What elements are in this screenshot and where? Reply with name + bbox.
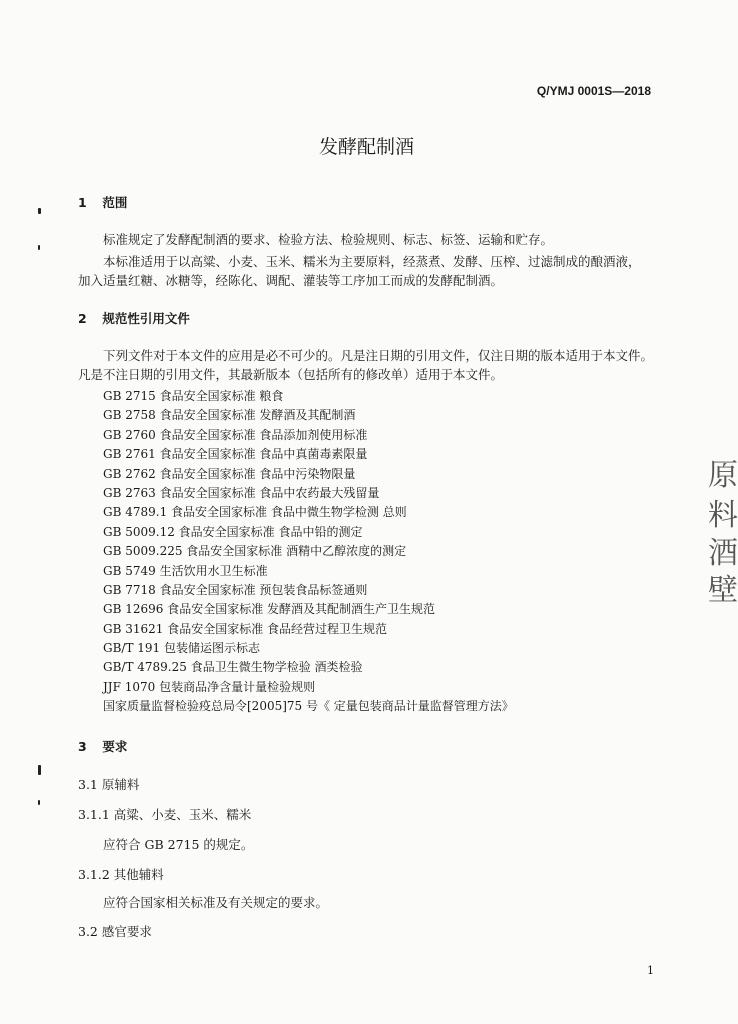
scope-paragraph-2-line-1: 本标准适用于以高粱、小麦、玉米、糯米为主要原料，经蒸煮、发酵、压榨、过滤制成的酿酒液， (103, 254, 641, 269)
subsection-3-1: 3.1 原辅料 (78, 777, 140, 792)
section-title: 规范性引用文件 (102, 311, 190, 326)
reference-item: GB 7718 食品安全国家标准 预包装食品标签通则 (103, 582, 368, 597)
subsection-3-1-1-text: 应符合 GB 2715 的规定。 (103, 837, 254, 852)
scope-paragraph-2-line-2: 加入适量红糖、冰糖等，经陈化、调配、灌装等工序加工而成的发酵配制酒。 (78, 273, 504, 288)
reference-list (103, 387, 514, 717)
section-number: 2 (78, 311, 87, 326)
reference-item: GB 5749 生活饮用水卫生标准 (103, 563, 268, 578)
subsection-3-1-1: 3.1.1 高粱、小麦、玉米、糯米 (78, 807, 252, 822)
section-1-heading (78, 193, 127, 211)
section-number: 3 (78, 739, 87, 754)
binding-hole-mark (38, 245, 40, 250)
reference-item: GB 2762 食品安全国家标准 食品中污染物限量 (103, 466, 356, 481)
document-title: 发酵配制酒 (318, 136, 414, 158)
subsection-3-1-2: 3.1.2 其他辅料 (78, 867, 164, 882)
bleed-through-glyph: 壁 (708, 573, 738, 608)
reference-item: GB 5009.12 食品安全国家标准 食品中铅的测定 (103, 524, 363, 539)
page-number: 1 (647, 964, 654, 977)
reference-item: GB 4789.1 食品安全国家标准 食品中微生物学检测 总则 (103, 505, 407, 520)
binding-hole-mark (38, 765, 41, 775)
reference-item: GB 5009.225 食品安全国家标准 酒精中乙醇浓度的测定 (103, 544, 407, 559)
subsection-3-2: 3.2 感官要求 (78, 924, 152, 939)
scope-paragraph-1: 标准规定了发酵配制酒的要求、检验方法、检验规则、标志、标签、运输和贮存。 (103, 232, 554, 247)
section-3-heading (78, 737, 127, 755)
subsection-3-1-2-text: 应符合国家相关标准及有关规定的要求。 (103, 895, 329, 910)
bleed-through-glyph: 酒 (708, 536, 738, 571)
reference-item: GB 2760 食品安全国家标准 食品添加剂使用标准 (103, 427, 368, 442)
reference-item: 国家质量监督检验疫总局令[2005]75 号《 定量包装商品计量监督管理方法》 (103, 699, 514, 714)
reference-item: GB 2761 食品安全国家标准 食品中真菌毒素限量 (103, 447, 368, 462)
bleed-through-glyph: 原 (708, 458, 738, 493)
section-number: 1 (78, 195, 87, 210)
bleed-through-glyph: 料 (708, 498, 738, 533)
reference-item: GB 12696 食品安全国家标准 发酵酒及其配制酒生产卫生规范 (103, 602, 436, 617)
reference-item: GB 2763 食品安全国家标准 食品中农药最大残留量 (103, 485, 380, 500)
reference-item: GB/T 4789.25 食品卫生微生物学检验 酒类检验 (103, 660, 363, 675)
references-intro-line-2: 凡是不注日期的引用文件，其最新版本（包括所有的修改单）适用于本文件。 (78, 367, 504, 382)
references-intro-line-1: 下列文件对于本文件的应用是必不可少的。凡是注日期的引用文件，仅注日期的版本适用于本文件。 (103, 348, 654, 363)
reference-item: GB 2715 食品安全国家标准 粮食 (103, 389, 284, 403)
reference-item: GB 2758 食品安全国家标准 发酵酒及其配制酒 (103, 408, 356, 423)
section-2-heading (78, 309, 190, 327)
binding-hole-mark (38, 208, 41, 214)
section-title: 要求 (102, 739, 128, 754)
reference-item: GB/T 191 包装储运图示标志 (103, 641, 260, 656)
binding-hole-mark (38, 800, 40, 805)
reference-item: GB 31621 食品安全国家标准 食品经营过程卫生规范 (103, 621, 388, 636)
standard-code: Q/YMJ 0001S—2018 (536, 84, 651, 98)
section-title: 范围 (102, 195, 128, 210)
reference-item: JJF 1070 包装商品净含量计量检验规则 (103, 679, 316, 694)
